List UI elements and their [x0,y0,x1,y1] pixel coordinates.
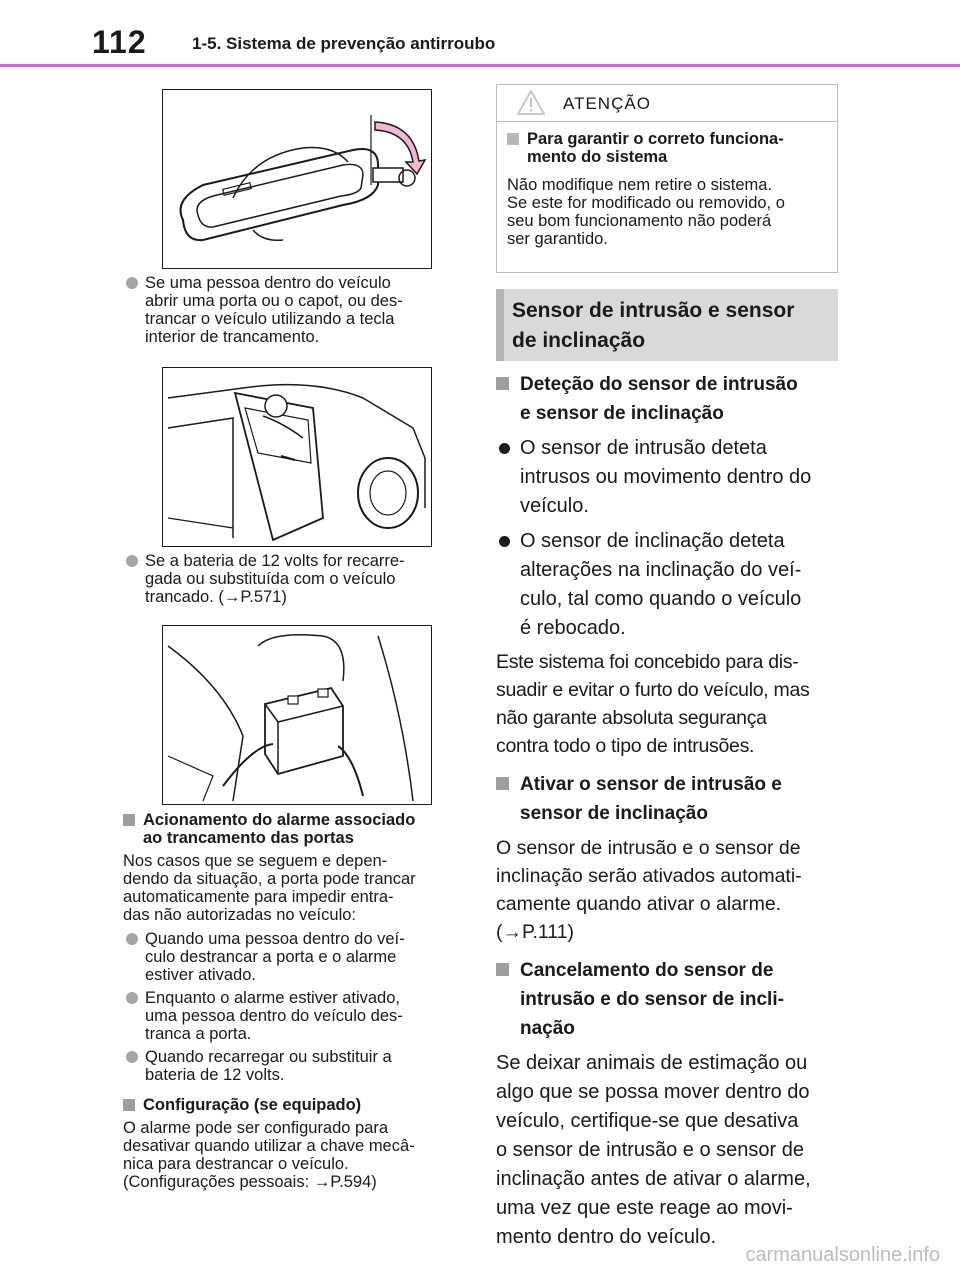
text-line: intrusos ou movimento dentro do [520,466,812,488]
text-line: algo que se possa mover dentro do [496,1081,810,1103]
text-line: estiver ativado. [145,966,256,984]
topic-title [512,296,832,356]
bullet-dot-icon [126,933,138,945]
square-bullet-icon [507,133,519,145]
text-line: culo destrancar a porta e o alarme [145,948,397,966]
text-line: Se a bateria de 12 volts for recarre- [145,552,405,570]
text-line: abrir uma porta ou o capot, ou des- [145,292,403,310]
bullet-dot-icon [126,1051,138,1063]
text-line: alterações na inclinação do veí- [520,559,802,581]
text-line: suadir e evitar o furto do veículo, mas [496,679,810,701]
text-line: o sensor de intrusão e o sensor de [496,1139,804,1161]
square-bullet-icon [496,777,509,790]
text-line: seu bom funcionamento não poderá [507,212,772,230]
text-line: veículo. [520,495,589,517]
text-line: O sensor de intrusão e o sensor de [496,837,801,859]
heading-configuration [123,1096,468,1114]
text-line: Quando uma pessoa dentro do veí- [145,930,405,948]
text-line: Acionamento do alarme associado [143,811,416,829]
warning-triangle-icon [516,89,546,116]
text-line: das não autorizadas no veículo: [123,906,356,924]
bullet-dot-icon [126,992,138,1004]
text-line: ser garantido. [507,230,608,248]
text-line: camente quando ativar o alarme. [496,893,782,915]
text-line: uma vez que este reage ao movi- [496,1197,793,1219]
text-line: Sensor de intrusão e sensor [512,299,795,322]
door-handle-illustration [162,89,432,269]
bullet-unlock-armed [123,930,468,984]
text-line: Enquanto o alarme estiver ativado, [145,989,400,1007]
car-door-opening-illustration [162,367,432,547]
bullet-inside-open [123,274,468,346]
heading-activate-sensors [496,770,838,828]
square-bullet-icon [123,814,135,826]
text-line: uma pessoa dentro do veículo des- [145,1007,403,1025]
text-line: Se uma pessoa dentro do veículo [145,274,391,292]
text-line: Quando recarregar ou substituir a [145,1048,392,1066]
text-line: desativar quando utilizar a chave mecâ- [123,1137,415,1155]
square-bullet-icon [123,1099,135,1111]
heading-cancel-sensors [496,956,838,1043]
text-line: não garante absoluta segurança [496,707,767,729]
square-bullet-icon [496,963,509,976]
paragraph-auto-lock [123,852,468,924]
text-line: Cancelamento do sensor de [520,960,774,981]
text-line: Não modifique nem retire o sistema. [507,176,773,194]
text-line: Configuração (se equipado) [143,1096,362,1114]
bullet-dot-icon [126,277,138,289]
bullet-recharge-battery [123,1048,468,1084]
warning-heading [507,130,827,166]
text-line: O alarme pode ser configurado para [123,1119,389,1137]
square-bullet-icon [496,377,509,390]
watermark: carmanualsonline.info [745,1244,940,1266]
text-line: é rebocado. [520,617,626,639]
text-line: Para garantir o correto funciona- [527,130,784,148]
text-line: intrusão e do sensor de incli- [520,989,784,1010]
text-line: O sensor de inclinação deteta [520,530,785,552]
text-line: e sensor de inclinação [520,403,724,424]
text-line: trancar o veículo utilizando a tecla [145,310,395,328]
bullet-tilt-sensor [496,527,838,643]
warning-body [507,176,827,248]
text-line: tranca a porta. [145,1025,252,1043]
text-line: inclinação antes de ativar o alarme, [496,1168,811,1190]
text-line: veículo, certifique-se que desativa [496,1110,799,1132]
page-number: 112 [92,24,147,60]
text-line: Se este for modificado ou removido, o [507,194,785,212]
text-line: inclinação serão ativados automati- [496,865,802,887]
warning-header [497,85,837,122]
text-line: gada ou substituída com o veículo [145,570,396,588]
paragraph-cancellation [496,1049,838,1252]
text-line: contra todo o tipo de intrusões. [496,735,755,757]
section-title: 1-5. Sistema de prevenção antirroubo [192,34,496,53]
battery-illustration [162,625,432,805]
text-line: Ativar o sensor de intrusão e [520,774,782,795]
text-line: Nos casos que se seguem e depen- [123,852,388,870]
text-line: (Configurações pessoais: →P.594) [123,1173,377,1191]
topic-heading-box [496,289,838,361]
text-line: mento do sistema [527,148,668,166]
warning-box [496,84,838,273]
bullet-dot-icon [499,536,510,547]
heading-door-lock-alarm [123,811,468,847]
bullet-intrusion-sensor [496,434,838,521]
text-line: (→P.111) [496,921,575,943]
text-line: Deteção do sensor de intrusão [520,374,798,395]
text-line: culo, tal como quando o veículo [520,588,802,610]
warning-title: ATENÇÃO [563,94,651,113]
text-line: Este sistema foi concebido para dis- [496,651,799,673]
topic-accent-bar [496,289,504,361]
text-line: nação [520,1018,575,1039]
text-line: trancado. (→P.571) [145,588,287,606]
paragraph-system-purpose [496,648,838,760]
header-rule [0,64,960,67]
text-line: ao trancamento das portas [143,829,354,847]
bullet-dot-icon [126,555,138,567]
text-line: bateria de 12 volts. [145,1066,285,1084]
bullet-while-armed [123,989,468,1043]
bullet-dot-icon [499,443,510,454]
text-line: O sensor de intrusão deteta [520,437,767,459]
text-line: nica para destrancar o veículo. [123,1155,349,1173]
bullet-battery-recharge [123,552,468,606]
text-line: Se deixar animais de estimação ou [496,1052,808,1074]
paragraph-activation [496,834,838,946]
text-line: automaticamente para impedir entra- [123,888,394,906]
text-line: dendo da situação, a porta pode trancar [123,870,416,888]
text-line: interior de trancamento. [145,328,320,346]
heading-sensor-detection [496,370,838,428]
paragraph-configuration [123,1119,468,1191]
text-line: de inclinação [512,329,646,352]
text-line: mento dentro do veículo. [496,1226,717,1248]
text-line: sensor de inclinação [520,803,708,824]
